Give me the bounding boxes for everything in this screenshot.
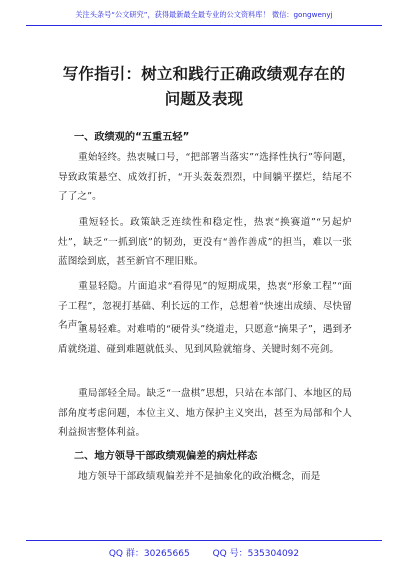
- header-divider: [26, 25, 382, 26]
- paragraph-text: 重易轻难。对难啃的“硬骨头”绕道走，只愿意“摘果子”，遇到矛盾就绕道、碰到难题就低头、见到风险就缩身、关键时刻不亮剑。: [58, 324, 352, 355]
- paragraph: [58, 467, 352, 487]
- section-heading-1: 一、政绩观的“五重五轻”: [74, 132, 190, 143]
- footer-contact: [0, 546, 408, 559]
- paragraph-text: 重显轻隐。片面追求“看得见”的短期成果，热衷“形象工程”“面子工程”，忽视打基础、利长远的工作，总想着“快速出成绩、尽快留名声”。: [58, 281, 352, 332]
- paragraph: [58, 148, 352, 207]
- paragraph: [58, 213, 352, 272]
- section-heading-2: 二、地方领导干部政绩观偏差的病灶样态: [74, 451, 258, 462]
- footer-divider: [26, 540, 382, 541]
- page-title: [40, 62, 368, 112]
- header-promo-text: 关注头条号“公文研究”，获得最新最全最专业的公文资料库！ 微信：gongwenyj: [75, 10, 333, 19]
- footer-qq-number: QQ 号：535304092: [212, 549, 300, 559]
- paragraph-text: 重始轻终。热衷喊口号，“把部署当落实”“选择性执行”等问题，导致政策悬空、成效打折，“开头轰轰烈烈，中间躺平摆烂，结尾不了了之”。: [58, 152, 352, 203]
- paragraph-text: 地方领导干部政绩观偏差并不是抽象化的政治概念，而是: [78, 471, 321, 482]
- title-line-1: 写作指引：树立和践行正确政绩观存在的: [62, 65, 346, 83]
- paragraph-text: 重短轻长。政策缺乏连续性和稳定性，热衷“换赛道”“另起炉灶”，缺乏“一抓到底”的韧劲，更没有“善作善成”的担当，难以一张蓝图绘到底，甚至新官不理旧账。: [58, 217, 352, 268]
- paragraph: [58, 384, 352, 443]
- title-line-2: 问题及表现: [164, 90, 244, 108]
- footer-qq-group: QQ 群：30265665: [108, 549, 190, 559]
- paragraph: [58, 320, 352, 359]
- paragraph-text: 重局部轻全局。缺乏“一盘棋”思想，只站在本部门、本地区的局部角度考虑问题，本位主义、地方保护主义突出，甚至为局部和个人利益损害整体利益。: [58, 388, 352, 439]
